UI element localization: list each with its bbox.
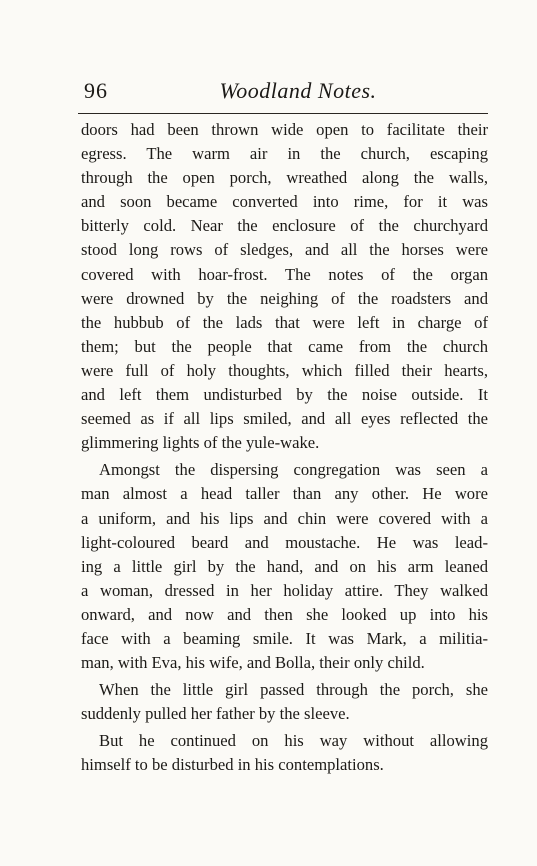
text-line: glimmering lights of the yule-wake. xyxy=(81,433,320,453)
text-line: man, with Eva, his wife, and Bolla, their only child. xyxy=(81,653,425,673)
text-line: face with a beaming smile. It was Mark, a militia- xyxy=(81,628,488,648)
paragraph xyxy=(81,729,488,777)
text-line: stood long rows of sledges, and all the horses were xyxy=(81,240,488,260)
text-line: were full of holy thoughts, which filled their hearts, xyxy=(81,360,488,380)
paragraph xyxy=(81,118,488,455)
text-line: and soon became converted into rime, for it was xyxy=(81,192,488,212)
running-head xyxy=(78,76,488,106)
paragraph xyxy=(81,678,488,726)
paragraph xyxy=(81,458,488,675)
text-line: But he continued on his way without allowing xyxy=(99,731,488,751)
running-title: Woodland Notes. xyxy=(219,78,377,103)
text-line: bitterly cold. Near the enclosure of the churchyard xyxy=(81,216,488,236)
text-line: a uniform, and his lips and chin were covered with a xyxy=(81,508,488,528)
text-line: through the open porch, wreathed along the walls, xyxy=(81,168,488,188)
text-line: the hubbub of the lads that were left in charge of xyxy=(81,312,488,332)
text-line: When the little girl passed through the porch, she xyxy=(99,680,488,700)
text-line: suddenly pulled her father by the sleeve. xyxy=(81,704,350,724)
header-rule xyxy=(78,113,488,114)
text-line: onward, and now and then she looked up into his xyxy=(81,604,488,624)
text-line: doors had been thrown wide open to facilitate their xyxy=(81,120,488,139)
text-line: man almost a head taller than any other. He wore xyxy=(81,484,488,504)
text-line: them; but the people that came from the church xyxy=(81,336,488,356)
text-line: and left them undisturbed by the noise outside. It xyxy=(81,385,488,405)
text-line: a woman, dressed in her holiday attire. They walked xyxy=(81,580,488,600)
text-line: himself to be disturbed in his contemplations. xyxy=(81,755,384,775)
text-line: covered with hoar-frost. The notes of the organ xyxy=(81,264,488,284)
text-line: light-coloured beard and moustache. He was lead- xyxy=(81,532,488,552)
text-line: seemed as if all lips smiled, and all eyes reflected the xyxy=(81,409,488,429)
text-line: Amongst the dispersing congregation was seen a xyxy=(99,460,488,480)
text-line: were drowned by the neighing of the roadsters and xyxy=(81,288,488,308)
text-line: ing a little girl by the hand, and on his arm leaned xyxy=(81,556,488,576)
page-number: 96 xyxy=(84,78,108,103)
body-text xyxy=(81,118,488,778)
text-line: egress. The warm air in the church, escaping xyxy=(81,144,488,164)
